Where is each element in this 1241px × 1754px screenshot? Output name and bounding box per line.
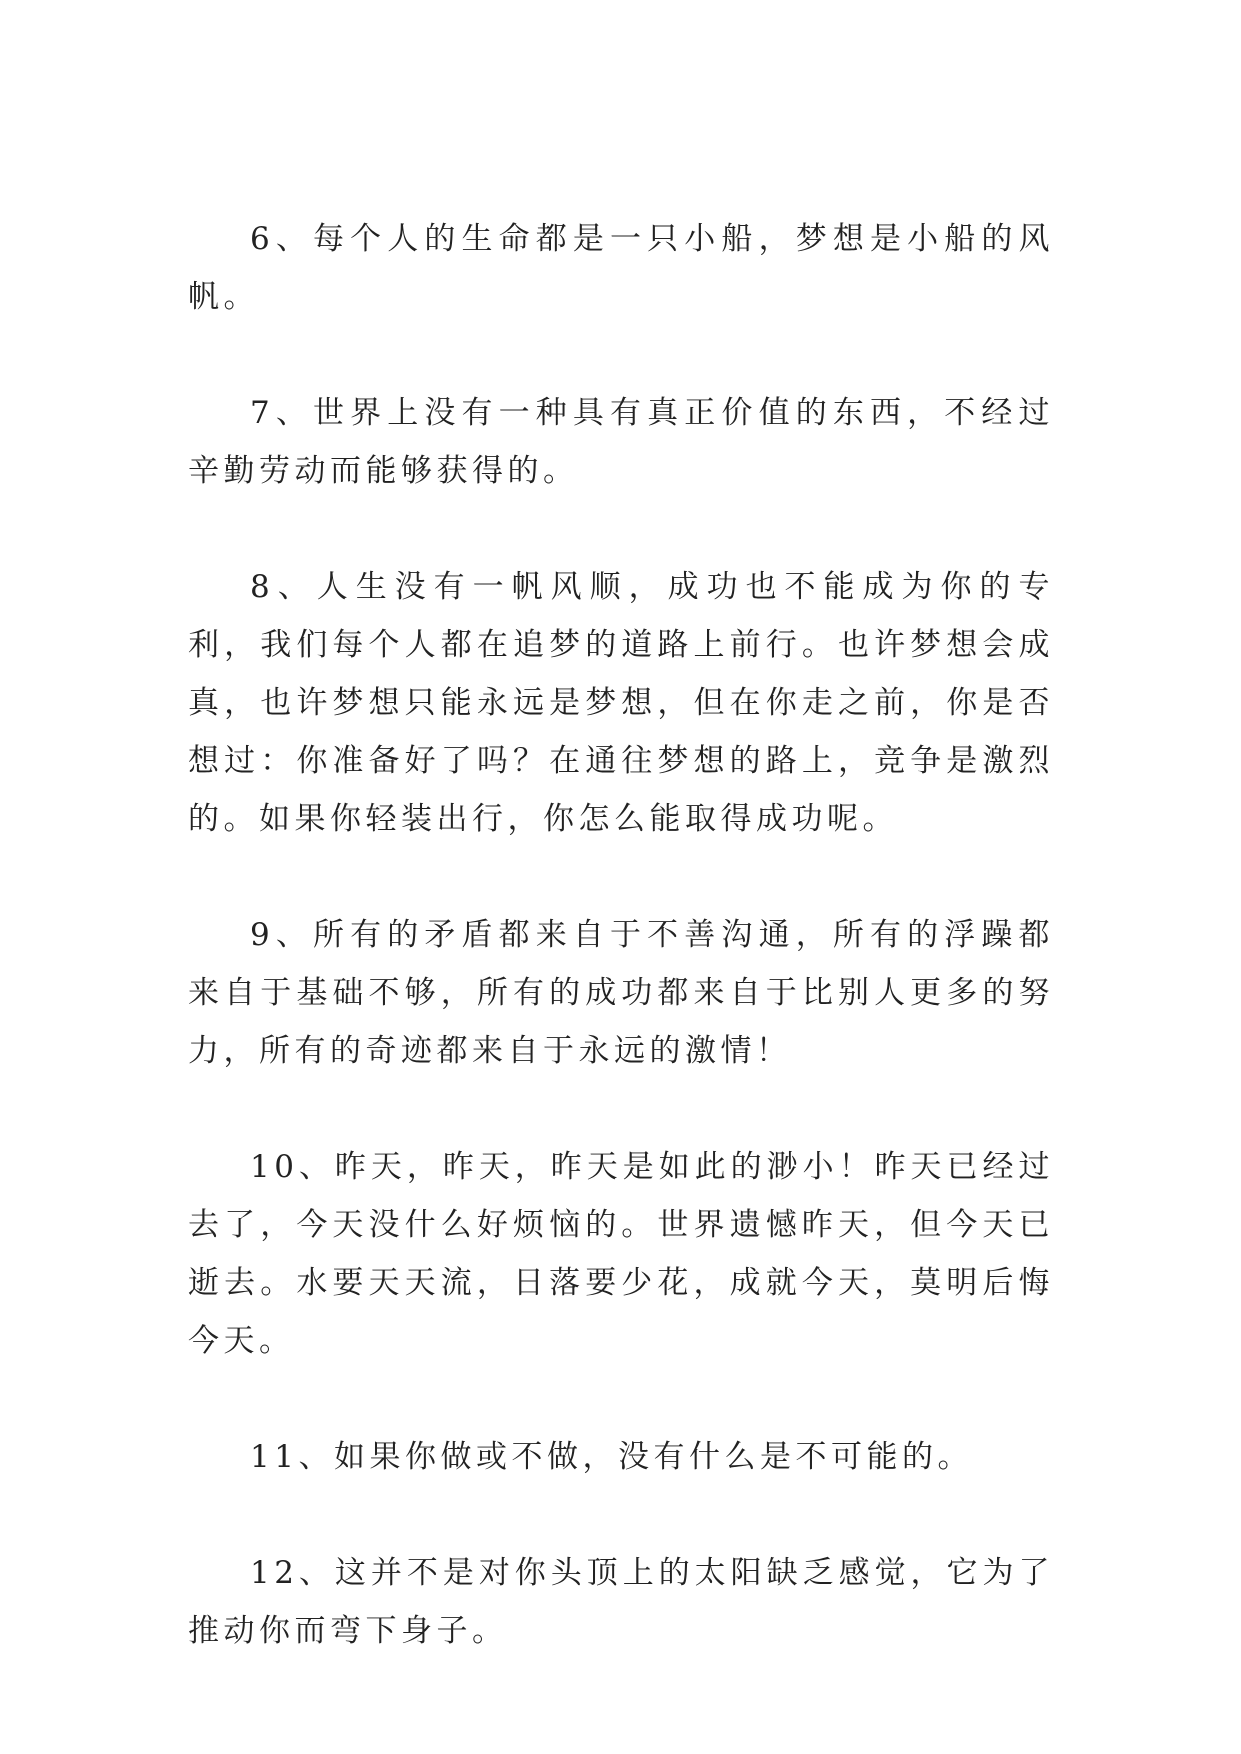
paragraph-7: 7、世界上没有一种具有真正价值的东西，不经过辛勤劳动而能够获得的。 [188, 395, 1054, 489]
paragraph-12: 12、这并不是对你头顶上的太阳缺乏感觉，它为了推动你而弯下身子。 [188, 1555, 1054, 1649]
paragraph-6: 6、每个人的生命都是一只小船，梦想是小船的风帆。 [188, 221, 1054, 315]
paragraph-10: 10、昨天，昨天，昨天是如此的渺小！昨天已经过去了，今天没什么好烦恼的。世界遗憾昨天，但今天已逝去。水要天天流，日落要少花，成就今天，莫明后悔今天。 [188, 1149, 1054, 1359]
document-body [188, 210, 1054, 1660]
paragraph-8: 8、人生没有一帆风顺，成功也不能成为你的专利，我们每个人都在追梦的道路上前行。也许梦想会成真，也许梦想只能永远是梦想，但在你走之前，你是否想过：你准备好了吗？在通往梦想的路上，竞争是激烈的。如果你轻装出行，你怎么能取得成功呢。 [188, 569, 1054, 837]
paragraph-11: 11、如果你做或不做，没有什么是不可能的。 [250, 1439, 973, 1475]
paragraph-9: 9、所有的矛盾都来自于不善沟通，所有的浮躁都来自于基础不够，所有的成功都来自于比别人更多的努力，所有的奇迹都来自于永远的激情！ [188, 917, 1054, 1069]
